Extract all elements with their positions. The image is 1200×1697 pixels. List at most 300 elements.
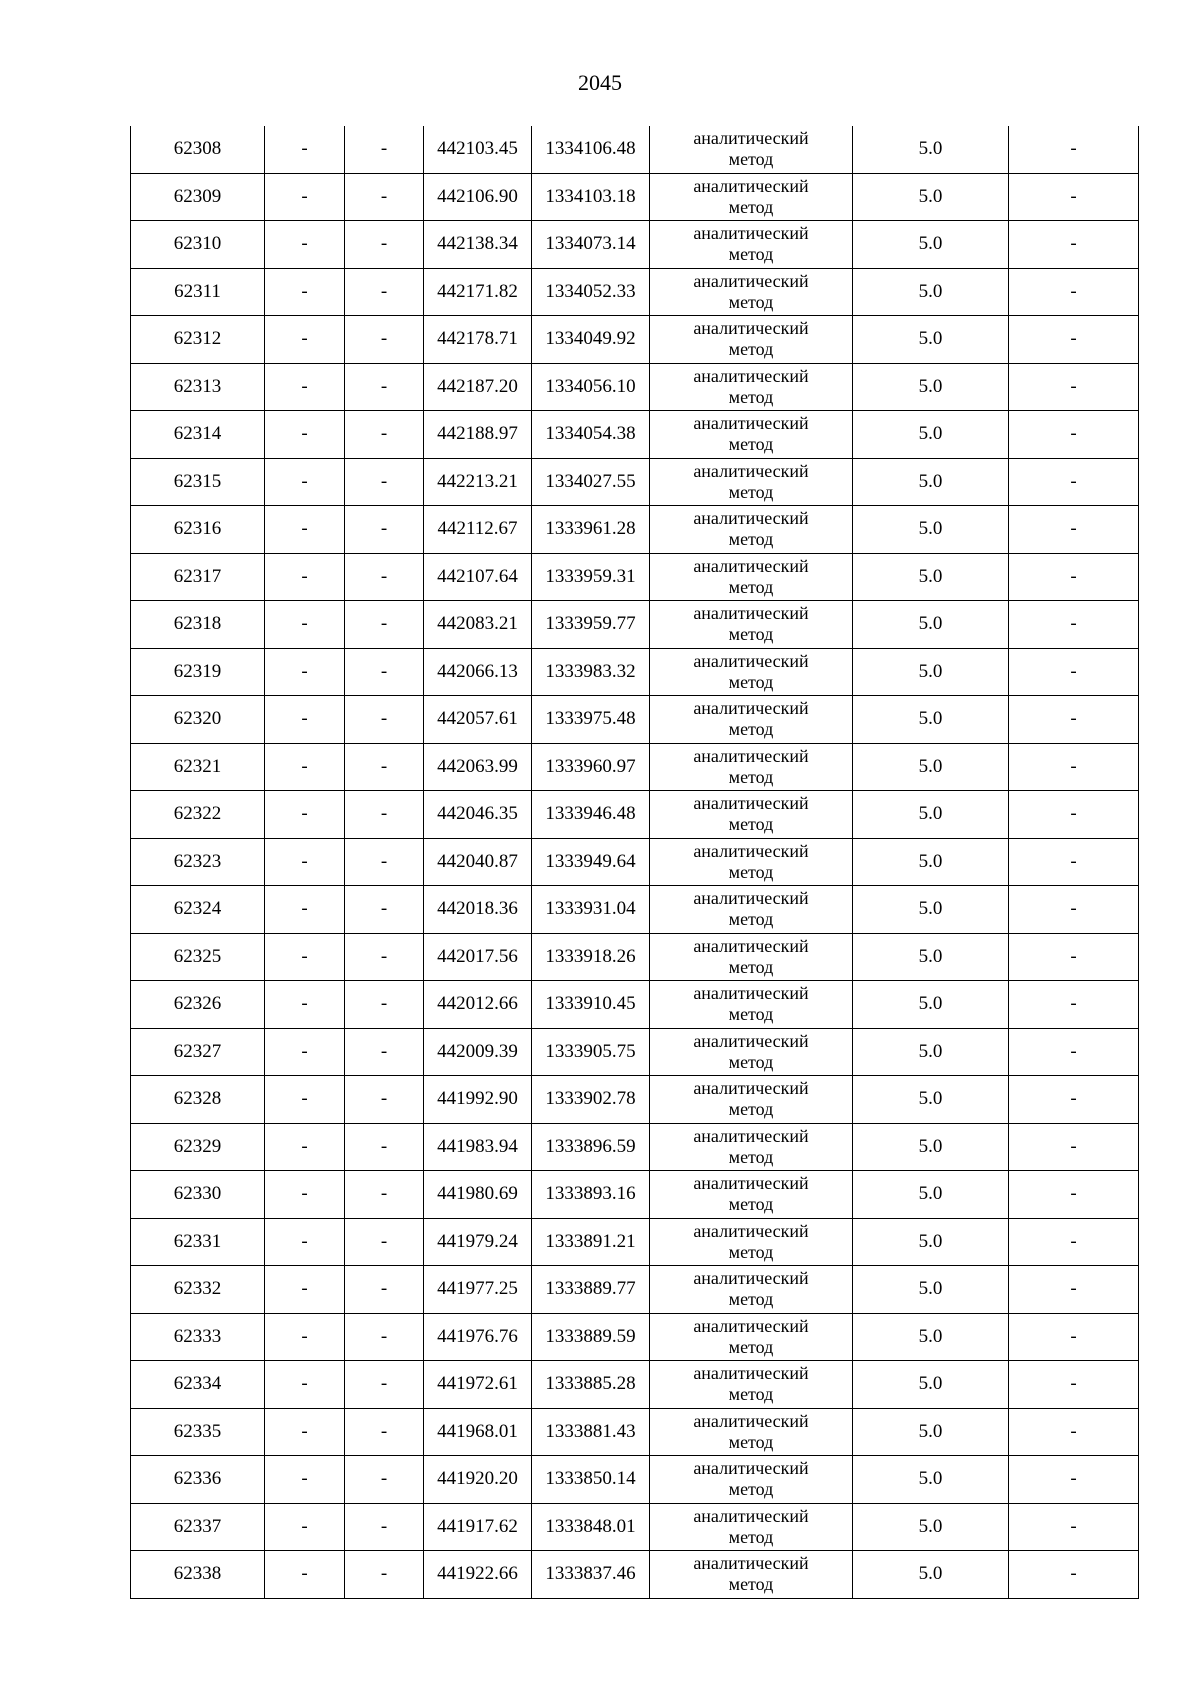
dash-cell: -: [345, 1361, 424, 1409]
method-line-1: аналитический: [693, 793, 809, 814]
method-cell: [650, 316, 853, 364]
method-line-1: аналитический: [693, 1363, 809, 1384]
method-line-2: метод: [728, 529, 774, 550]
dash-cell: -: [345, 411, 424, 459]
method-line-1: аналитический: [693, 1553, 809, 1574]
point-number-cell: 62324: [131, 886, 265, 934]
y-coordinate-cell: 1334049.92: [532, 316, 650, 364]
dash-cell: -: [1009, 553, 1139, 601]
accuracy-cell: 5.0: [853, 1313, 1009, 1361]
method-line-2: метод: [728, 339, 774, 360]
dash-cell: -: [265, 268, 345, 316]
dash-cell: -: [265, 126, 345, 173]
dash-cell: -: [345, 506, 424, 554]
dash-cell: -: [1009, 458, 1139, 506]
table-row: [131, 1218, 1139, 1266]
method-line-1: аналитический: [693, 935, 809, 956]
dash-cell: -: [265, 1076, 345, 1124]
table-row: [131, 791, 1139, 839]
x-coordinate-cell: 442012.66: [424, 981, 532, 1029]
y-coordinate-cell: 1333889.77: [532, 1266, 650, 1314]
dash-cell: -: [345, 363, 424, 411]
method-line-2: метод: [728, 1574, 774, 1595]
dash-cell: -: [265, 1028, 345, 1076]
accuracy-cell: 5.0: [853, 886, 1009, 934]
dash-cell: -: [345, 1503, 424, 1551]
method-line-1: аналитический: [693, 650, 809, 671]
dash-cell: -: [345, 1551, 424, 1599]
point-number-cell: 62310: [131, 221, 265, 269]
dash-cell: -: [1009, 411, 1139, 459]
table-row: [131, 506, 1139, 554]
method-cell: [650, 1218, 853, 1266]
x-coordinate-cell: 441977.25: [424, 1266, 532, 1314]
method-line-1: аналитический: [693, 1315, 809, 1336]
dash-cell: -: [265, 791, 345, 839]
method-cell: [650, 173, 853, 221]
dash-cell: -: [345, 1218, 424, 1266]
table-row: [131, 458, 1139, 506]
dash-cell: -: [265, 1408, 345, 1456]
y-coordinate-cell: 1333918.26: [532, 933, 650, 981]
x-coordinate-cell: 442083.21: [424, 601, 532, 649]
method-line-2: метод: [728, 244, 774, 265]
method-cell: [650, 648, 853, 696]
dash-cell: -: [1009, 1456, 1139, 1504]
table-row: [131, 1503, 1139, 1551]
method-cell: [650, 268, 853, 316]
method-cell: [650, 126, 853, 173]
accuracy-cell: 5.0: [853, 743, 1009, 791]
method-line-2: метод: [728, 956, 774, 977]
table-row: [131, 1361, 1139, 1409]
method-line-1: аналитический: [693, 175, 809, 196]
point-number-cell: 62332: [131, 1266, 265, 1314]
point-number-cell: 62327: [131, 1028, 265, 1076]
method-line-2: метод: [728, 1289, 774, 1310]
table-row: [131, 316, 1139, 364]
point-number-cell: 62313: [131, 363, 265, 411]
method-line-2: метод: [728, 1384, 774, 1405]
method-line-2: метод: [728, 291, 774, 312]
method-cell: [650, 1551, 853, 1599]
method-line-2: метод: [728, 576, 774, 597]
point-number-cell: 62308: [131, 126, 265, 173]
method-line-1: аналитический: [693, 1125, 809, 1146]
method-cell: [650, 553, 853, 601]
y-coordinate-cell: 1333983.32: [532, 648, 650, 696]
dash-cell: -: [345, 743, 424, 791]
method-cell: [650, 1171, 853, 1219]
dash-cell: -: [1009, 981, 1139, 1029]
method-cell: [650, 458, 853, 506]
method-line-2: метод: [728, 909, 774, 930]
dash-cell: -: [1009, 1123, 1139, 1171]
method-line-2: метод: [728, 481, 774, 502]
method-line-2: метод: [728, 1526, 774, 1547]
point-number-cell: 62309: [131, 173, 265, 221]
point-number-cell: 62338: [131, 1551, 265, 1599]
method-line-1: аналитический: [693, 1410, 809, 1431]
method-line-1: аналитический: [693, 318, 809, 339]
x-coordinate-cell: 442063.99: [424, 743, 532, 791]
dash-cell: -: [265, 1171, 345, 1219]
table-row: [131, 268, 1139, 316]
accuracy-cell: 5.0: [853, 506, 1009, 554]
dash-cell: -: [265, 981, 345, 1029]
point-number-cell: 62317: [131, 553, 265, 601]
method-line-1: аналитический: [693, 1268, 809, 1289]
y-coordinate-cell: 1333848.01: [532, 1503, 650, 1551]
method-line-2: метод: [728, 434, 774, 455]
method-line-1: аналитический: [693, 1078, 809, 1099]
table-row: [131, 363, 1139, 411]
dash-cell: -: [345, 553, 424, 601]
method-line-2: метод: [728, 1479, 774, 1500]
dash-cell: -: [265, 601, 345, 649]
accuracy-cell: 5.0: [853, 316, 1009, 364]
method-cell: [650, 363, 853, 411]
dash-cell: -: [265, 886, 345, 934]
point-number-cell: 62323: [131, 838, 265, 886]
dash-cell: -: [345, 981, 424, 1029]
y-coordinate-cell: 1333960.97: [532, 743, 650, 791]
dash-cell: -: [1009, 1076, 1139, 1124]
method-cell: [650, 1028, 853, 1076]
x-coordinate-cell: 442018.36: [424, 886, 532, 934]
dash-cell: -: [1009, 601, 1139, 649]
table-row: [131, 601, 1139, 649]
dash-cell: -: [345, 1408, 424, 1456]
dash-cell: -: [345, 316, 424, 364]
method-cell: [650, 743, 853, 791]
y-coordinate-cell: 1333931.04: [532, 886, 650, 934]
method-line-2: метод: [728, 671, 774, 692]
table-row: [131, 1313, 1139, 1361]
method-line-1: аналитический: [693, 840, 809, 861]
dash-cell: -: [1009, 1266, 1139, 1314]
method-line-1: аналитический: [693, 413, 809, 434]
table-row: [131, 126, 1139, 173]
dash-cell: -: [265, 1551, 345, 1599]
y-coordinate-cell: 1334073.14: [532, 221, 650, 269]
method-line-1: аналитический: [693, 555, 809, 576]
dash-cell: -: [1009, 1028, 1139, 1076]
method-cell: [650, 1408, 853, 1456]
method-cell: [650, 411, 853, 459]
point-number-cell: 62334: [131, 1361, 265, 1409]
x-coordinate-cell: 442009.39: [424, 1028, 532, 1076]
dash-cell: -: [1009, 268, 1139, 316]
dash-cell: -: [265, 743, 345, 791]
x-coordinate-cell: 441972.61: [424, 1361, 532, 1409]
method-line-2: метод: [728, 814, 774, 835]
method-cell: [650, 1361, 853, 1409]
y-coordinate-cell: 1333975.48: [532, 696, 650, 744]
dash-cell: -: [265, 221, 345, 269]
method-line-2: метод: [728, 1146, 774, 1167]
y-coordinate-cell: 1333837.46: [532, 1551, 650, 1599]
table-row: [131, 886, 1139, 934]
x-coordinate-cell: 442213.21: [424, 458, 532, 506]
y-coordinate-cell: 1333850.14: [532, 1456, 650, 1504]
method-line-1: аналитический: [693, 745, 809, 766]
accuracy-cell: 5.0: [853, 1028, 1009, 1076]
y-coordinate-cell: 1333889.59: [532, 1313, 650, 1361]
x-coordinate-cell: 442112.67: [424, 506, 532, 554]
dash-cell: -: [265, 1456, 345, 1504]
x-coordinate-cell: 442040.87: [424, 838, 532, 886]
method-line-1: аналитический: [693, 888, 809, 909]
accuracy-cell: 5.0: [853, 981, 1009, 1029]
accuracy-cell: 5.0: [853, 648, 1009, 696]
method-line-1: аналитический: [693, 460, 809, 481]
table-row: [131, 173, 1139, 221]
y-coordinate-cell: 1333961.28: [532, 506, 650, 554]
dash-cell: -: [1009, 1408, 1139, 1456]
dash-cell: -: [1009, 316, 1139, 364]
x-coordinate-cell: 442188.97: [424, 411, 532, 459]
dash-cell: -: [1009, 1361, 1139, 1409]
dash-cell: -: [345, 173, 424, 221]
y-coordinate-cell: 1333893.16: [532, 1171, 650, 1219]
dash-cell: -: [345, 1456, 424, 1504]
point-number-cell: 62311: [131, 268, 265, 316]
x-coordinate-cell: 441968.01: [424, 1408, 532, 1456]
x-coordinate-cell: 441992.90: [424, 1076, 532, 1124]
y-coordinate-cell: 1334106.48: [532, 126, 650, 173]
accuracy-cell: 5.0: [853, 363, 1009, 411]
dash-cell: -: [265, 1218, 345, 1266]
table-row: [131, 1123, 1139, 1171]
accuracy-cell: 5.0: [853, 1076, 1009, 1124]
dash-cell: -: [1009, 1218, 1139, 1266]
accuracy-cell: 5.0: [853, 838, 1009, 886]
accuracy-cell: 5.0: [853, 601, 1009, 649]
method-cell: [650, 1503, 853, 1551]
table-row: [131, 411, 1139, 459]
y-coordinate-cell: 1334027.55: [532, 458, 650, 506]
table-row: [131, 1456, 1139, 1504]
method-line-2: метод: [728, 624, 774, 645]
x-coordinate-cell: 442107.64: [424, 553, 532, 601]
dash-cell: -: [345, 1171, 424, 1219]
x-coordinate-cell: 442103.45: [424, 126, 532, 173]
method-cell: [650, 696, 853, 744]
y-coordinate-cell: 1333885.28: [532, 1361, 650, 1409]
y-coordinate-cell: 1334056.10: [532, 363, 650, 411]
dash-cell: -: [1009, 1313, 1139, 1361]
table-row: [131, 1171, 1139, 1219]
method-line-2: метод: [728, 1241, 774, 1262]
dash-cell: -: [265, 458, 345, 506]
y-coordinate-cell: 1333905.75: [532, 1028, 650, 1076]
x-coordinate-cell: 442066.13: [424, 648, 532, 696]
point-number-cell: 62312: [131, 316, 265, 364]
x-coordinate-cell: 442171.82: [424, 268, 532, 316]
method-line-2: метод: [728, 149, 774, 170]
method-line-1: аналитический: [693, 1505, 809, 1526]
point-number-cell: 62328: [131, 1076, 265, 1124]
dash-cell: -: [345, 268, 424, 316]
dash-cell: -: [1009, 1503, 1139, 1551]
point-number-cell: 62322: [131, 791, 265, 839]
y-coordinate-cell: 1334052.33: [532, 268, 650, 316]
point-number-cell: 62325: [131, 933, 265, 981]
method-cell: [650, 791, 853, 839]
x-coordinate-cell: 441917.62: [424, 1503, 532, 1551]
point-number-cell: 62331: [131, 1218, 265, 1266]
accuracy-cell: 5.0: [853, 1456, 1009, 1504]
dash-cell: -: [1009, 1171, 1139, 1219]
x-coordinate-cell: 441922.66: [424, 1551, 532, 1599]
dash-cell: -: [265, 506, 345, 554]
dash-cell: -: [345, 126, 424, 173]
y-coordinate-cell: 1333910.45: [532, 981, 650, 1029]
point-number-cell: 62315: [131, 458, 265, 506]
method-line-1: аналитический: [693, 508, 809, 529]
method-line-2: метод: [728, 1431, 774, 1452]
accuracy-cell: 5.0: [853, 173, 1009, 221]
dash-cell: -: [1009, 173, 1139, 221]
method-line-2: метод: [728, 1194, 774, 1215]
method-cell: [650, 601, 853, 649]
dash-cell: -: [345, 1076, 424, 1124]
method-line-1: аналитический: [693, 223, 809, 244]
accuracy-cell: 5.0: [853, 221, 1009, 269]
method-line-1: аналитический: [693, 270, 809, 291]
y-coordinate-cell: 1333959.77: [532, 601, 650, 649]
x-coordinate-cell: 442138.34: [424, 221, 532, 269]
method-line-2: метод: [728, 1336, 774, 1357]
x-coordinate-cell: 442106.90: [424, 173, 532, 221]
dash-cell: -: [345, 648, 424, 696]
dash-cell: -: [1009, 221, 1139, 269]
dash-cell: -: [345, 886, 424, 934]
accuracy-cell: 5.0: [853, 126, 1009, 173]
dash-cell: -: [1009, 506, 1139, 554]
accuracy-cell: 5.0: [853, 1218, 1009, 1266]
accuracy-cell: 5.0: [853, 458, 1009, 506]
method-line-1: аналитический: [693, 1030, 809, 1051]
method-cell: [650, 221, 853, 269]
method-line-1: аналитический: [693, 365, 809, 386]
method-cell: [650, 886, 853, 934]
table-row: [131, 838, 1139, 886]
x-coordinate-cell: 442187.20: [424, 363, 532, 411]
point-number-cell: 62336: [131, 1456, 265, 1504]
accuracy-cell: 5.0: [853, 696, 1009, 744]
point-number-cell: 62318: [131, 601, 265, 649]
y-coordinate-cell: 1333902.78: [532, 1076, 650, 1124]
accuracy-cell: 5.0: [853, 1551, 1009, 1599]
point-number-cell: 62321: [131, 743, 265, 791]
point-number-cell: 62326: [131, 981, 265, 1029]
dash-cell: -: [265, 696, 345, 744]
accuracy-cell: 5.0: [853, 1123, 1009, 1171]
dash-cell: -: [265, 1266, 345, 1314]
point-number-cell: 62316: [131, 506, 265, 554]
point-number-cell: 62314: [131, 411, 265, 459]
y-coordinate-cell: 1333946.48: [532, 791, 650, 839]
page-number: 2045: [578, 70, 622, 95]
y-coordinate-cell: 1333896.59: [532, 1123, 650, 1171]
table-row: [131, 696, 1139, 744]
method-line-2: метод: [728, 386, 774, 407]
dash-cell: -: [265, 1503, 345, 1551]
dash-cell: -: [345, 601, 424, 649]
dash-cell: -: [1009, 791, 1139, 839]
method-line-2: метод: [728, 1099, 774, 1120]
accuracy-cell: 5.0: [853, 268, 1009, 316]
method-line-2: метод: [728, 1051, 774, 1072]
dash-cell: -: [345, 838, 424, 886]
method-line-1: аналитический: [693, 603, 809, 624]
table-row: [131, 1266, 1139, 1314]
point-number-cell: 62329: [131, 1123, 265, 1171]
x-coordinate-cell: 441920.20: [424, 1456, 532, 1504]
dash-cell: -: [1009, 696, 1139, 744]
table-row: [131, 221, 1139, 269]
dash-cell: -: [1009, 1551, 1139, 1599]
y-coordinate-cell: 1333959.31: [532, 553, 650, 601]
dash-cell: -: [265, 1123, 345, 1171]
accuracy-cell: 5.0: [853, 553, 1009, 601]
point-number-cell: 62330: [131, 1171, 265, 1219]
table-body: [131, 126, 1139, 1598]
y-coordinate-cell: 1334054.38: [532, 411, 650, 459]
method-line-1: аналитический: [693, 983, 809, 1004]
y-coordinate-cell: 1333949.64: [532, 838, 650, 886]
dash-cell: -: [1009, 933, 1139, 981]
x-coordinate-cell: 442017.56: [424, 933, 532, 981]
method-line-2: метод: [728, 861, 774, 882]
method-line-2: метод: [728, 196, 774, 217]
method-line-1: аналитический: [693, 698, 809, 719]
method-cell: [650, 1266, 853, 1314]
dash-cell: -: [1009, 126, 1139, 173]
dash-cell: -: [265, 933, 345, 981]
dash-cell: -: [265, 173, 345, 221]
dash-cell: -: [265, 648, 345, 696]
method-cell: [650, 1076, 853, 1124]
x-coordinate-cell: 441983.94: [424, 1123, 532, 1171]
method-line-1: аналитический: [693, 128, 809, 149]
x-coordinate-cell: 441976.76: [424, 1313, 532, 1361]
table-row: [131, 1551, 1139, 1599]
method-cell: [650, 1123, 853, 1171]
point-number-cell: 62320: [131, 696, 265, 744]
accuracy-cell: 5.0: [853, 1361, 1009, 1409]
dash-cell: -: [345, 1313, 424, 1361]
coordinates-table: [130, 126, 1139, 1599]
dash-cell: -: [265, 838, 345, 886]
method-cell: [650, 933, 853, 981]
point-number-cell: 62335: [131, 1408, 265, 1456]
x-coordinate-cell: 442178.71: [424, 316, 532, 364]
method-cell: [650, 506, 853, 554]
point-number-cell: 62319: [131, 648, 265, 696]
dash-cell: -: [345, 1123, 424, 1171]
accuracy-cell: 5.0: [853, 1408, 1009, 1456]
point-number-cell: 62333: [131, 1313, 265, 1361]
method-line-2: метод: [728, 766, 774, 787]
dash-cell: -: [345, 221, 424, 269]
x-coordinate-cell: 441979.24: [424, 1218, 532, 1266]
method-cell: [650, 838, 853, 886]
dash-cell: -: [1009, 838, 1139, 886]
dash-cell: -: [1009, 886, 1139, 934]
